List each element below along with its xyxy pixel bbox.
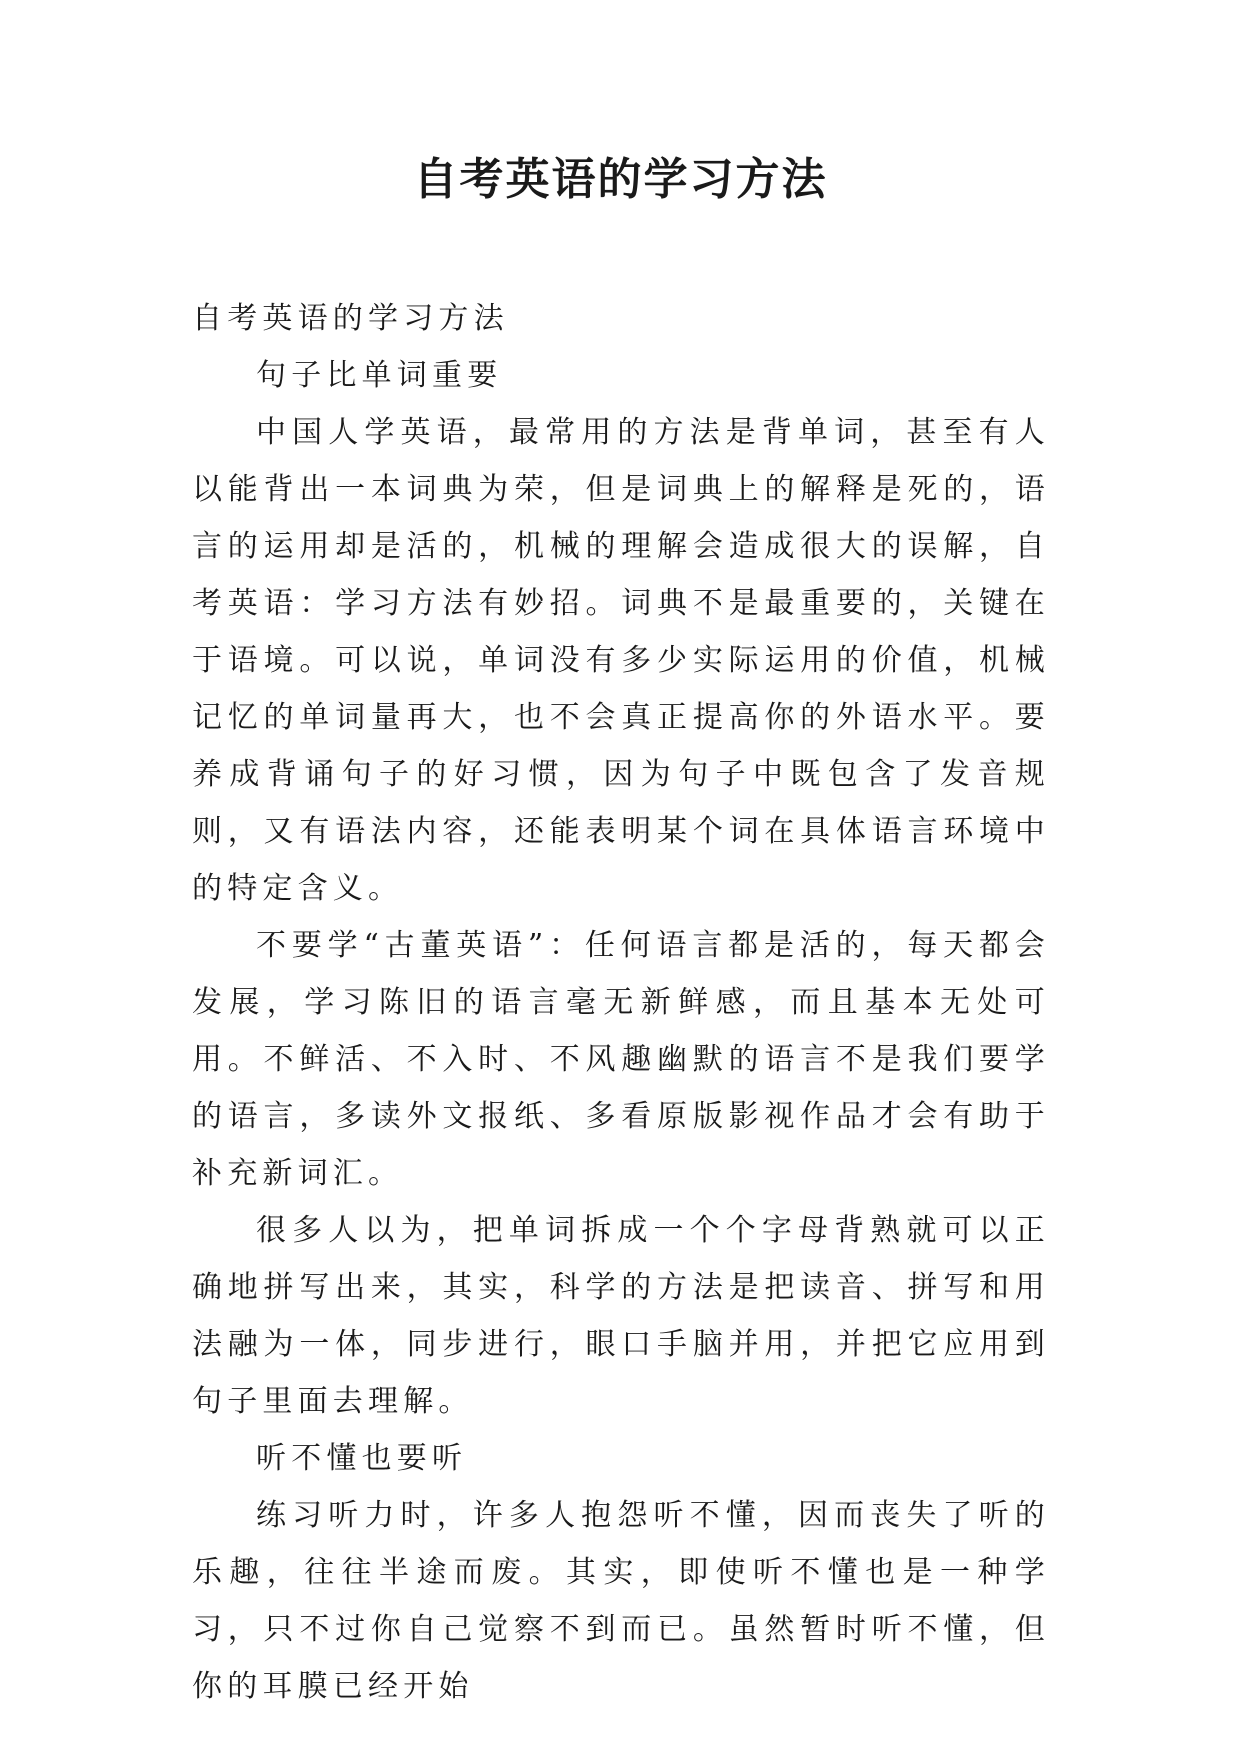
paragraph: 中国人学英语，最常用的方法是背单词，甚至有人以能背出一本词典为荣，但是词典上的解释是死的，语言的运用却是活的，机械的理解会造成很大的误解，自考英语：学习方法有妙招。词典不是最重要的，关键在于语境。可以说，单词没有多少实际运用的价值，机械记忆的单词量再大，也不会真正提高你的外语水平。要养成背诵句子的好习惯，因为句子中既包含了发音规则，又有语法内容，还能表明某个词在具体语言环境中的特定含义。 (192, 415, 1050, 906)
paragraph: 很多人以为，把单词拆成一个个字母背熟就可以正确地拼写出来，其实，科学的方法是把读音、拼写和用法融为一体，同步进行，眼口手脑并用，并把它应用到句子里面去理解。 (192, 1213, 1050, 1419)
paragraph: 不要学“古董英语”：任何语言都是活的，每天都会发展，学习陈旧的语言毫无新鲜感，而且基本无处可用。不鲜活、不入时、不风趣幽默的语言不是我们要学的语言，多读外文报纸、多看原版影视作品才会有助于补充新词汇。 (192, 928, 1050, 1191)
paragraph: 练习听力时，许多人抱怨听不懂，因而丧失了听的乐趣，往往半途而废。其实，即使听不懂也是一种学习，只不过你自己觉察不到而已。虽然暂时听不懂，但你的耳膜已经开始 (192, 1498, 1050, 1704)
page-title: 自考英语的学习方法 (413, 154, 828, 205)
document-body (192, 290, 1050, 1715)
paragraph-heading: 自考英语的学习方法 (192, 301, 509, 336)
section-heading-listening: 听不懂也要听 (256, 1441, 468, 1476)
section-heading-sentences: 句子比单词重要 (256, 358, 503, 393)
